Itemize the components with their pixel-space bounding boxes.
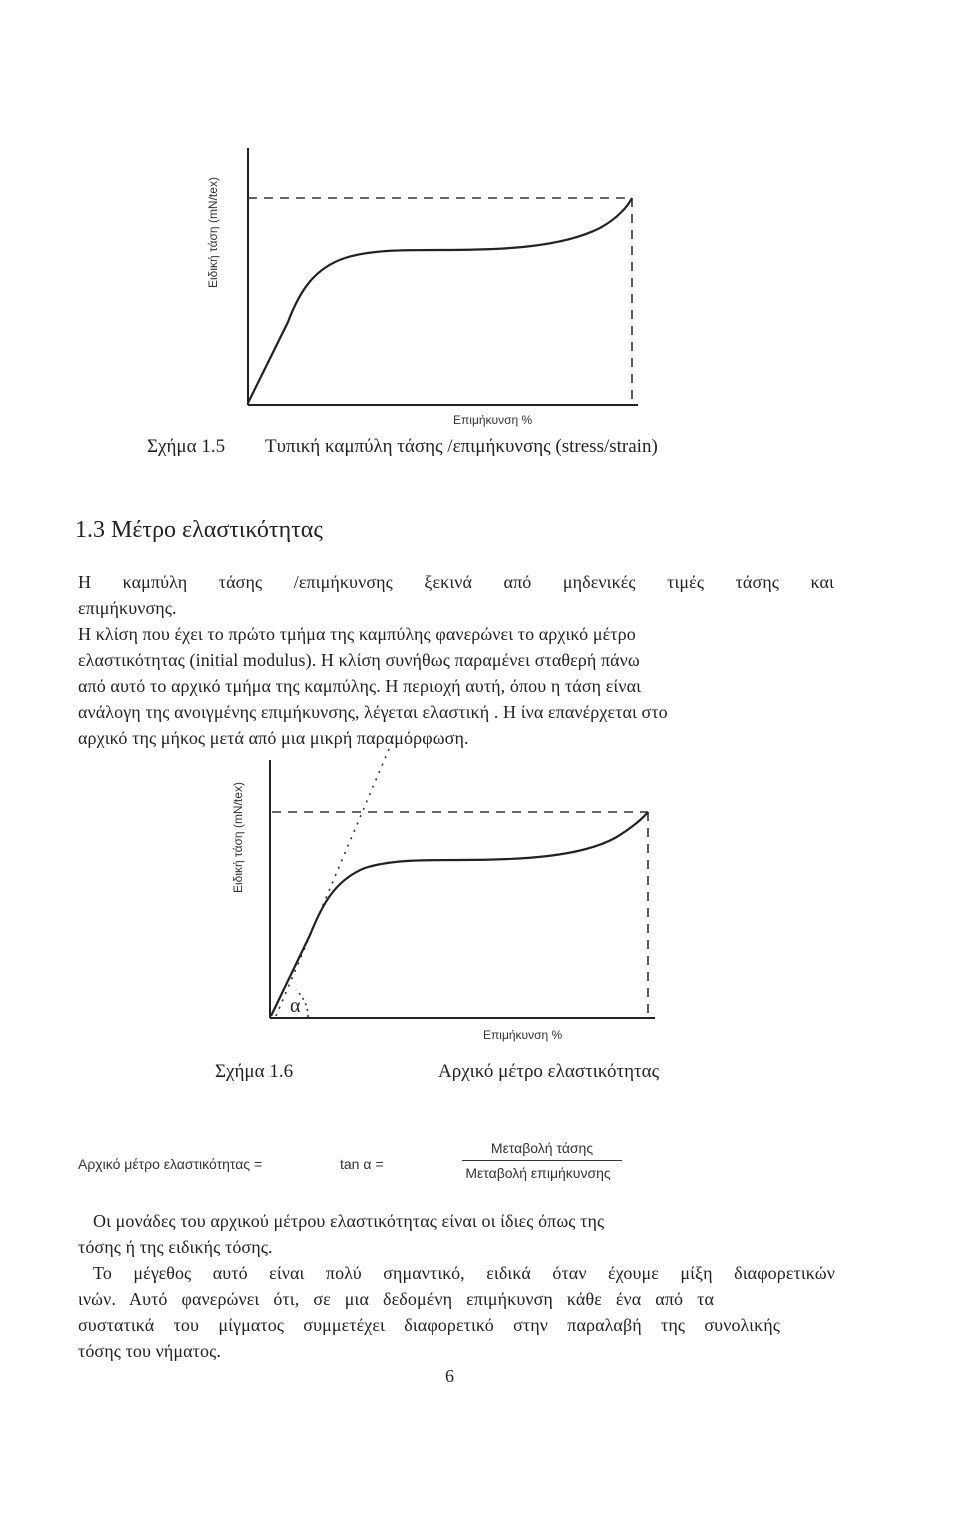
formula-lhs: Αρχικό μέτρο ελαστικότητας =: [78, 1156, 263, 1172]
closing-line: τόσης του νήματος.: [78, 1341, 221, 1361]
formula-numerator: Μεταβολή τάσης: [490, 1140, 594, 1156]
formula-denominator: Μεταβολή επιμήκυνσης: [465, 1165, 611, 1181]
closing-line: συστατικά του μίγματος συμμετέχει διαφορετικό στην παραλαβή της συνολικής: [78, 1315, 780, 1335]
paragraph-line: Η κλίση που έχει το πρώτο τμήμα της καμπύλης φανερώνει το αρχικό μέτρο: [78, 624, 636, 644]
paragraph-line: ανάλογη της ανοιγμένης επιμήκυνσης, λέγεται ελαστική . Η ίνα επανέρχεται στο: [78, 702, 668, 722]
section-heading: 1.3 Μέτρο ελαστικότητας: [75, 517, 323, 543]
figure1-x-axis-label: Επιμήκυνση %: [453, 413, 533, 427]
paragraph-line: αρχικό της μήκος μετά από μια μικρή παραμόρφωση.: [78, 728, 469, 748]
formula-tan: tan α =: [340, 1156, 384, 1172]
page-number: 6: [445, 1366, 455, 1386]
figure2-curve: [271, 812, 648, 1016]
figure2-y-axis-label: Ειδική τάση (mN/tex): [231, 782, 245, 893]
paragraph-line: επιμήκυνσης.: [78, 598, 177, 618]
paragraph-line: ελαστικότητας (initial modulus). Η κλίση συνήθως παραμένει σταθερή πάνω: [78, 650, 640, 670]
figure2-caption-text: Αρχικό μέτρο ελαστικότητας: [438, 1061, 660, 1082]
closing-line: τόσης ή της ειδικής τόσης.: [78, 1237, 273, 1257]
paragraph-line: από αυτό το αρχικό τμήμα της καμπύλης. Η περιοχή αυτή, όπου η τάση είναι: [78, 676, 642, 696]
formula-fraction-bar: [462, 1160, 622, 1161]
closing-line: ινών. Αυτό φανερώνει ότι, σε μια δεδομένη επιμήκυνση κάθε ένα από τα: [78, 1289, 714, 1309]
paragraph-line: Η καμπύλη τάσης /επιμήκυνσης ξεκινά από μηδενικές τιμές τάσης και: [78, 572, 834, 592]
figure1-caption-text: Τυπική καμπύλη τάσης /επιμήκυνσης (stress/strain): [265, 436, 658, 457]
closing-line: Το μέγεθος αυτό είναι πολύ σημαντικό, ειδικά όταν έχουμε μίξη διαφορετικών: [93, 1263, 835, 1283]
figure2-caption-number: Σχήμα 1.6: [215, 1061, 294, 1082]
closing-line: Οι μονάδες του αρχικού μέτρου ελαστικότητας είναι οι ίδιες όπως της: [93, 1211, 605, 1231]
figure2-tangent-line: [276, 742, 392, 1016]
figure1-y-axis-label: Ειδική τάση (mN/tex): [206, 177, 220, 288]
figure2-angle-label: α: [290, 995, 301, 1017]
figure1-caption-number: Σχήμα 1.5: [147, 436, 226, 457]
figure2-x-axis-label: Επιμήκυνση %: [483, 1028, 563, 1042]
